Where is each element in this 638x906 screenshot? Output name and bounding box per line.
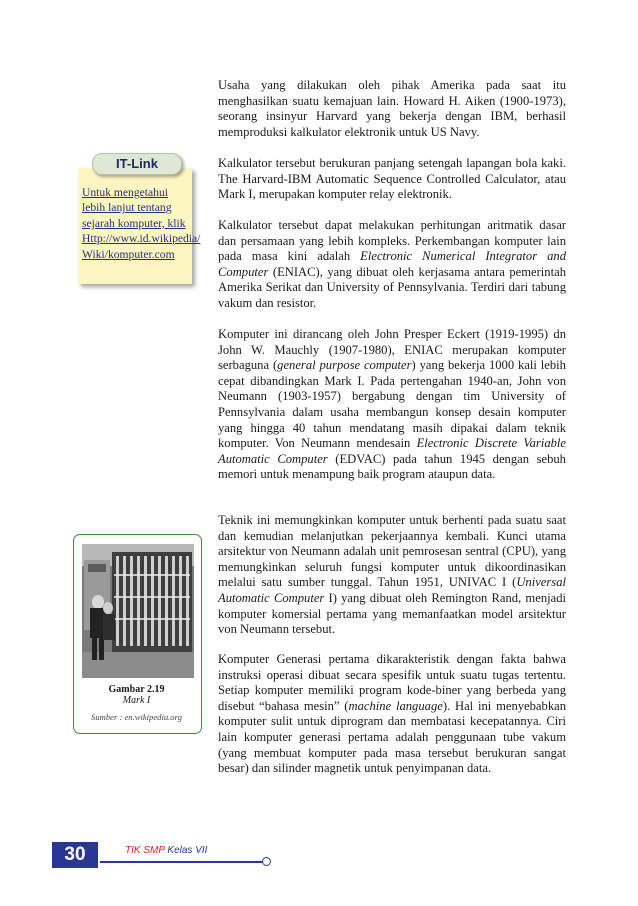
footer-title-red: TIK SMP — [125, 845, 165, 856]
footer-book-title — [125, 845, 207, 857]
paragraph-5: Teknik ini memungkinkan komputer untuk berhenti pada suatu saat dan kemudian melanjutkan pekerjaannya kembali. Kunci utama arsitektur von Neumann adalah unit pemrosesan sentral (CPU), yang memungkinkan seluruh fungsi komputer untuk dikoordinasikan melalui satu sumber tunggal. Tahun 1951, UNIVAC I (Universal Automatic Computer I) yang dibuat oleh Remington Rand, menjadi komputer komersial pertama yang memanfaatkan model arsitektur von Neumann tersebut. — [218, 513, 566, 637]
mark-i-photo — [82, 544, 194, 678]
footer-divider — [100, 861, 263, 863]
paragraph-2: Kalkulator tersebut berukuran panjang setengah lapangan bola kaki. The Harvard-IBM Automatic Sequence Controlled Calculator, atau Mark I, merupakan komputer relay elektronik. — [218, 156, 566, 202]
figure-source: Sumber : en.wikipedia.org — [91, 712, 182, 722]
page-number: 30 — [64, 844, 86, 865]
footer-dot-icon — [262, 857, 271, 866]
paragraph-6: Komputer Generasi pertama dikarakteristik dengan fakta bahwa instruksi operasi dibuat secara spesifik untuk suatu tugas tertentu. Setiap komputer memiliki program kode-biner yang berbeda yang disebut “bahasa mesin” (machine language). Hal ini menyebabkan komputer sulit untuk diprogram dan membatasi kecepatannya. Ciri lain komputer generasi pertama adalah penggunaan tube vakum (yang membuat komputer pada masa tersebut berukuran sangat besar) dan silinder magnetik untuk penyimpanan data. — [218, 652, 567, 776]
paragraph-1: Usaha yang dilakukan oleh pihak Amerika pada saat itu menghasilkan suatu kemajuan lain. Howard H. Aiken (1900-1973), seorang insinyur Harvard yang bekerja dengan IBM, berhasil memproduksi kalkulator elektronik untuk US Navy. — [218, 78, 566, 139]
it-link-title: IT-Link — [92, 153, 182, 175]
figure-label: Gambar 2.19 — [108, 684, 165, 695]
figure-name: Mark I — [122, 695, 151, 706]
paragraph-3: Kalkulator tersebut dapat melakukan perhitungan aritmatik dasar dan persamaan yang lebih kompleks. Perkembangan komputer lain pada masa kini adalah Electronic Numerical Integrator and Computer (ENIAC), yang dibuat oleh kerjasama antara pemerintah Amerika Serikat dan University of Pennsylvania. Terdiri dari tabung vakum dan resistor. — [218, 218, 567, 310]
footer-title-blue: Kelas VII — [167, 845, 208, 856]
paragraph-4: Komputer ini dirancang oleh John Presper Eckert (1919-1995) dn John W. Mauchly (1907-1980), ENIAC merupakan komputer serbaguna (general purpose computer) yang bekerja 1000 kali lebih cepat dibandingkan Mark I. Pada pertengahan 1940-an, John von Neumann (1903-1957) bergabung dengan tim University of Pennsylvania dalam usaha membangun konsep desain komputer yang hingga 40 tahun mendatang masih dipakai dalam teknik komputer. Von Neumann mendesain Electronic Discrete Variable Automatic Computer (EDVAC) pada tahun 1945 dengan sebuh memori untuk menampung baik program ataupun data. — [218, 327, 567, 482]
it-link-url[interactable]: Untuk mengetahui lebih lanjut tentang sejarah komputer, klik Http://www.id.wikipedia/ Wiki/komputer.com — [82, 186, 201, 261]
